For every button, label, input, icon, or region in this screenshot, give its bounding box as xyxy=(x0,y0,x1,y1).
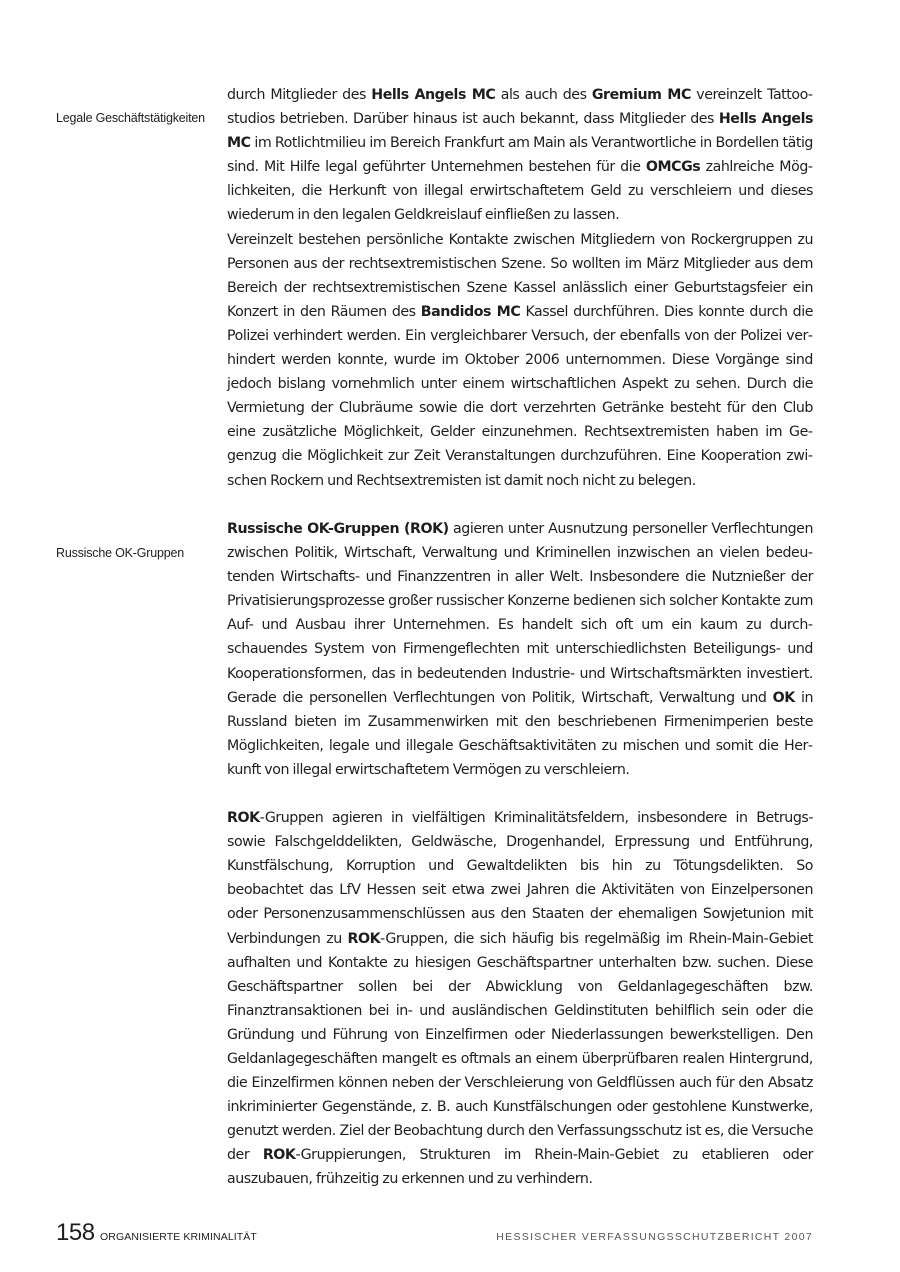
paragraph-right-wing-contacts xyxy=(227,228,813,493)
bold-term: Hells Angels MC xyxy=(227,111,813,152)
page-number: 158 xyxy=(56,1219,95,1246)
section-russian-ok-text xyxy=(227,517,813,1192)
bold-term: ROK xyxy=(347,930,381,947)
bold-term: OK xyxy=(772,689,795,706)
bold-term: Bandidos MC xyxy=(420,303,521,320)
footer-publication-title: HESSISCHER VERFASSUNGSSCHUTZBERICHT 2007 xyxy=(496,1231,813,1243)
text-run: im Rotlichtmilieu im Bereich Frankfurt am Main als Verantwortliche in Bordellen tätig sind. Mit Hilfe legal geführter Unternehmen bestehen für die xyxy=(227,135,813,176)
paragraph-rok-activities xyxy=(227,806,813,1192)
footer-section-title: ORGANISIERTE KRIMINALITÄT xyxy=(100,1231,257,1243)
bold-term: OMCGs xyxy=(645,159,701,176)
text-run: agieren unter Ausnutzung personeller Verflechtungen zwischen Politik, Wirtschaft, Verwaltung und Kriminellen inzwischen an vielen bedeutenden Wirtschafts- und Finanzzentren in aller Welt. Insbesondere die Nutznießer der Privatisierungsprozesse großer russischer Konzerne bedienen sich solcher Kontakte zum Auf- und Ausbau ihrer Unternehmen. Es handelt sich oft um ein kaum zu durchschauendes System von Firmengeflechten mit unterschiedlichsten Beteiligungs- und Kooperationsformen, das in bedeutenden Industrie- und Wirtschaftsmärkten investiert. Gerade die personellen Verflechtungen von Politik, Wirtschaft, Verwaltung und xyxy=(227,521,813,706)
text-run: als auch des xyxy=(495,87,592,103)
bold-term: Hells Angels MC xyxy=(371,87,496,103)
paragraph-rok-intro xyxy=(227,517,813,782)
paragraph-legal-business xyxy=(227,83,813,228)
text-run: durch Mitglieder des xyxy=(227,87,372,103)
text-run: -Gruppen, die sich häufig bis regelmäßig im Rhein-Main-Gebiet aufhalten und Kontakte zu hiesigen Geschäftspartner unterhalten bzw. suchen. Diese Geschäftspartner sollen bei der Abwicklung von Geldanlagegeschäften bzw. Finanztransaktionen bei in- und ausländischen Geldinstituten behilflich sein oder die Gründung und Führung von Einzelfirmen oder Niederlassungen bewerkstelligen. Den Geldanlagegeschäften mangelt es oftmals an einem überprüfbaren realen Hintergrund, die Einzelfirmen können neben der Verschleierung von Geldflüssen auch für den Absatz inkriminierter Gegenstände, z. B. auch Kunstfälschungen oder gestohlene Kunstwerke, genutzt werden. Ziel der Beobachtung durch den Verfassungsschutz ist es, die Versuche der xyxy=(227,930,813,1164)
margin-label-russian: Russische OK-Gruppen xyxy=(56,546,185,560)
text-run: vereinzelt Tattoostudios betrieben. Darüber hinaus ist auch bekannt, dass Mitglieder des xyxy=(227,87,813,128)
text-run: zahlreiche Möglichkeiten, die Herkunft von illegal erwirtschaftetem Geld zu verschleiern und dieses wiederum in den legalen Geldkreislauf einfließen zu lassen. xyxy=(227,159,813,224)
bold-term: ROK xyxy=(227,810,260,827)
bold-term: ROK xyxy=(262,1147,296,1164)
text-run: -Gruppen agieren in vielfältigen Kriminalitätsfeldern, insbesondere in Betrugs- sowie Falschgelddelikten, Geldwäsche, Drogenhandel, Erpressung und Entführung, Kunstfälschung, Korruption und Gewaltdelikten bis hin zu Tötungsdelikten. So beobachtet das LfV Hessen seit etwa zwei Jahren die Aktivitäten von Einzelpersonen oder Personenzusammenschlüssen aus den Staaten der ehemaligen Sowjetunion mit Verbindungen zu xyxy=(227,810,813,947)
bold-term: Gremium MC xyxy=(591,87,691,103)
text-run: Vereinzelt bestehen persönliche Kontakte zwischen Mitgliedern von Rockergruppen zu Personen aus der rechtsextremistischen Szene. So wollten im März Mitglieder aus dem Bereich der rechtsextremistischen Szene Kassel anlässlich einer Geburtstagsfeier ein Konzert in den Räumen des xyxy=(227,231,813,320)
section-rocker-text xyxy=(227,83,813,493)
text-run: in Russland bieten im Zusammenwirken mit den beschriebenen Firmenimperien beste Möglichkeiten, legale und illegale Geschäftsaktivitäten zu mischen und somit die Herkunft von illegal erwirtschaftetem Vermögen zu verschleiern. xyxy=(227,689,814,778)
bold-term: Russische OK-Gruppen (ROK) xyxy=(227,521,449,537)
margin-label-legal: Legale Geschäftstätigkeiten xyxy=(56,111,205,125)
text-run: Kassel durchführen. Dies konnte durch die Polizei verhindert werden. Ein vergleichbarer Versuch, der ebenfalls von der Polizei verhindert werden konnte, wurde im Oktober 2006 unternommen. Diese Vorgänge sind jedoch bislang vornehmlich unter einem wirtschaftlichen Aspekt zu sehen. Durch die Vermietung der Clubräume sowie die dort verzehrten Getränke besteht für den Club eine zusätzliche Möglichkeit, Gelder einzunehmen. Rechtsextremisten haben im Gegenzug die Möglichkeit zur Zeit Veranstaltungen durchzuführen. Eine Kooperation zwischen Rockern und Rechtsextremisten ist damit noch nicht zu belegen. xyxy=(227,303,813,489)
text-run: -Gruppierungen, Strukturen im Rhein-Main-Gebiet zu etablieren oder auszubauen, frühzeitig zu erkennen und zu verhindern. xyxy=(227,1147,813,1188)
